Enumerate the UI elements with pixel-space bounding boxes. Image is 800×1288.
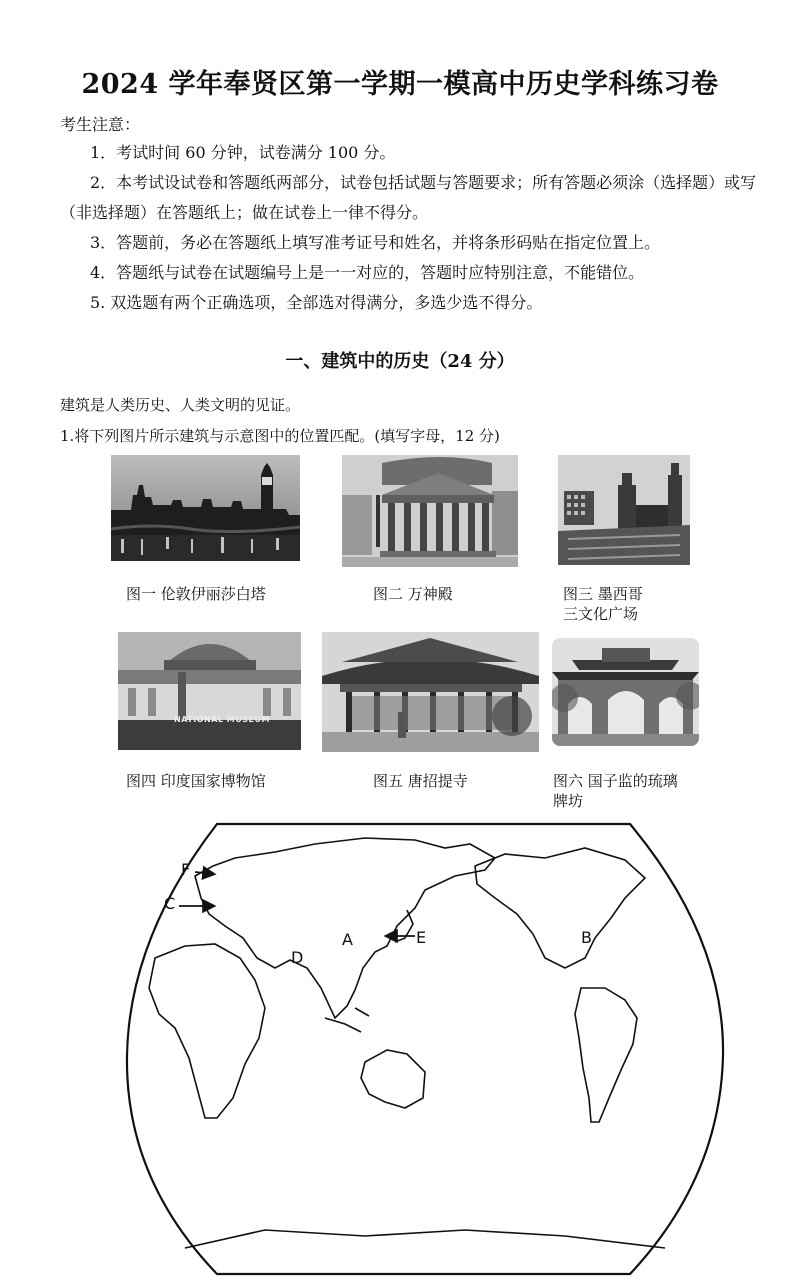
page-title: 2024 学年奉贤区第一学期一模高中历史学科练习卷: [81, 69, 719, 100]
photo-toshodaiji: [322, 632, 539, 752]
notice-item: 2．本考试设试卷和答题纸两部分，试卷包括试题与答题要求；所有答题必须涂（选择题）或写（非选择题）在答题纸上；做在试卷上一律不得分。: [60, 173, 757, 222]
figure-caption-3: 图三 墨西哥 三文化广场: [563, 585, 643, 623]
museum-sign-text: NATIONAL MUSEUM: [174, 715, 270, 724]
australia-outline: [361, 1050, 425, 1108]
south-america-outline: [575, 988, 637, 1122]
antarctica-outline: [185, 1230, 665, 1248]
world-map: [125, 818, 725, 1280]
section-intro: 建筑是人类历史、人类文明的见证。: [60, 396, 301, 414]
question-1: 1.将下列图片所示建筑与示意图中的位置匹配。(填写字母，12 分): [60, 427, 500, 445]
eurasia-outline: [195, 838, 495, 1018]
map-label-e: E: [416, 928, 427, 947]
map-label-b: B: [581, 928, 592, 947]
photo-pantheon: [342, 455, 518, 567]
notice-item: 4．答题纸与试卷在试题编号上是一一对应的，答题时应特别注意，不能错位。: [90, 263, 645, 282]
photo-three-cultures-plaza: [558, 455, 690, 565]
map-label-f: F: [181, 860, 191, 879]
figure-caption-6: 图六 国子监的琉璃 牌坊: [553, 772, 678, 810]
africa-outline: [149, 944, 265, 1118]
map-label-a: A: [342, 930, 353, 949]
notice-item: 1．考试时间 60 分钟，试卷满分 100 分。: [90, 143, 396, 162]
map-label-c: C: [164, 894, 176, 913]
notice-item: 3．答题前，务必在答题纸上填写准考证号和姓名，并将条形码贴在指定位置上。: [90, 233, 661, 252]
figure-caption-4: 图四 印度国家博物馆: [126, 772, 266, 790]
figure-caption-5: 图五 唐招提寺: [373, 772, 468, 790]
photo-elizabeth-tower: [111, 455, 300, 561]
north-america-outline: [475, 848, 645, 968]
map-label-d: D: [291, 948, 304, 967]
section-heading: 一、建筑中的历史（24 分）: [285, 351, 515, 372]
figure-caption-2: 图二 万神殿: [373, 585, 453, 603]
notice-item: 5. 双选题有两个正确选项，全部选对得满分，多选少选不得分。: [90, 293, 543, 312]
figure-caption-1: 图一 伦敦伊丽莎白塔: [126, 585, 266, 603]
photo-national-museum: [118, 632, 301, 750]
photo-glazed-archway: [552, 638, 699, 746]
notice-list: [60, 138, 760, 318]
notice-heading: 考生注意：: [60, 115, 141, 134]
